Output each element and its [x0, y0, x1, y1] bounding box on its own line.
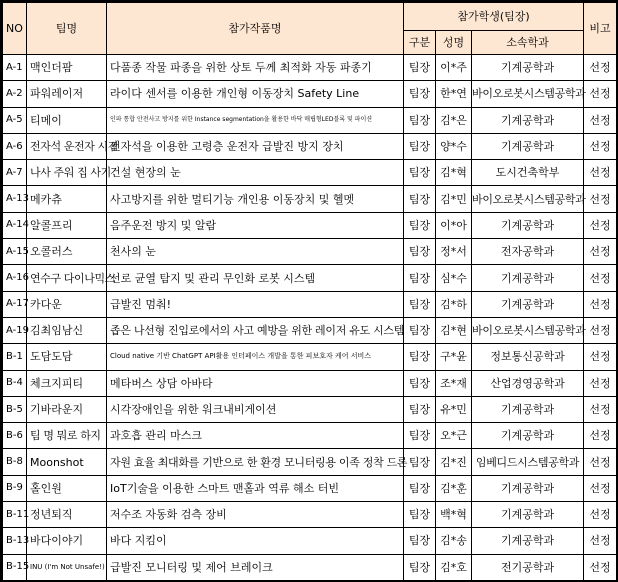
cell-no: A-1	[3, 55, 27, 81]
cell-role: 팀장	[404, 55, 436, 81]
cell-role: 팀장	[404, 396, 436, 422]
cell-name: 이*주	[436, 55, 472, 81]
table-header	[3, 3, 617, 55]
table-row	[3, 502, 617, 528]
cell-note: 선정	[584, 239, 617, 265]
cell-note: 선정	[584, 55, 617, 81]
cell-no: B-6	[3, 423, 27, 449]
cell-team: 도담도담	[27, 344, 107, 370]
cell-name: 심*수	[436, 265, 472, 291]
cell-note: 선정	[584, 265, 617, 291]
cell-no: B-15	[3, 554, 27, 580]
cell-team: 메카츄	[27, 186, 107, 212]
cell-team: 체크지피티	[27, 370, 107, 396]
cell-name: 조*재	[436, 370, 472, 396]
cell-team: INU (I'm Not Unsafe!)	[27, 554, 107, 580]
cell-note: 선정	[584, 423, 617, 449]
header-name: 성명	[436, 31, 472, 55]
table-row	[3, 81, 617, 107]
cell-no: B-1	[3, 344, 27, 370]
cell-note: 선정	[584, 344, 617, 370]
table-row	[3, 475, 617, 501]
table-row	[3, 554, 617, 580]
results-table	[2, 2, 617, 581]
cell-dept: 바이오로봇시스템공학과	[472, 186, 584, 212]
cell-note: 선정	[584, 554, 617, 580]
cell-role: 팀장	[404, 554, 436, 580]
cell-dept: 기계공학과	[472, 396, 584, 422]
table-body	[3, 55, 617, 581]
cell-note: 선정	[584, 186, 617, 212]
cell-name: 오*근	[436, 423, 472, 449]
cell-note: 선정	[584, 475, 617, 501]
table-row	[3, 423, 617, 449]
cell-role: 팀장	[404, 186, 436, 212]
cell-team: 오콜러스	[27, 239, 107, 265]
table-row	[3, 344, 617, 370]
cell-dept: 기계공학과	[472, 423, 584, 449]
cell-no: B-9	[3, 475, 27, 501]
cell-note: 선정	[584, 449, 617, 475]
table-row	[3, 107, 617, 133]
cell-work: 라이다 센서를 이용한 개인형 이동장치 Safety Line	[107, 81, 404, 107]
table-row	[3, 291, 617, 317]
cell-name: 김*혁	[436, 160, 472, 186]
table-row	[3, 160, 617, 186]
cell-team: 바다이야기	[27, 528, 107, 554]
cell-no: A-15	[3, 239, 27, 265]
cell-role: 팀장	[404, 212, 436, 238]
cell-work: 전자석을 이용한 고령층 운전자 급발진 방지 장치	[107, 133, 404, 159]
cell-work: 인파 통합 안전사고 방지를 위한 Instance segmentation을 활용한 바닥 매립형LED블록 및 파이션	[107, 107, 404, 133]
cell-no: A-7	[3, 160, 27, 186]
cell-work: 다품종 작물 파종을 위한 상토 두께 최적화 자동 파종기	[107, 55, 404, 81]
cell-dept: 기계공학과	[472, 291, 584, 317]
cell-work: Cloud native 기반 ChatGPT API활용 인터페이스 개발을 통한 피보호자 케어 서비스	[107, 344, 404, 370]
cell-team: 알콜프리	[27, 212, 107, 238]
cell-work: 좁은 나선형 진입로에서의 사고 예방을 위한 레이저 유도 시스템	[107, 317, 404, 343]
cell-no: A-13	[3, 186, 27, 212]
cell-no: A-14	[3, 212, 27, 238]
cell-dept: 기계공학과	[472, 212, 584, 238]
cell-note: 선정	[584, 291, 617, 317]
cell-note: 선정	[584, 370, 617, 396]
table-row	[3, 396, 617, 422]
cell-team: 정년퇴직	[27, 502, 107, 528]
table-row	[3, 55, 617, 81]
table-row	[3, 133, 617, 159]
cell-work: 저수조 자동화 검측 장비	[107, 502, 404, 528]
cell-team: 홀인원	[27, 475, 107, 501]
cell-work: 천사의 눈	[107, 239, 404, 265]
cell-role: 팀장	[404, 449, 436, 475]
cell-note: 선정	[584, 317, 617, 343]
cell-role: 팀장	[404, 160, 436, 186]
cell-no: A-5	[3, 107, 27, 133]
cell-no: B-8	[3, 449, 27, 475]
cell-dept: 기계공학과	[472, 55, 584, 81]
cell-note: 선정	[584, 212, 617, 238]
cell-role: 팀장	[404, 528, 436, 554]
cell-name: 김*훈	[436, 475, 472, 501]
cell-dept: 기계공학과	[472, 502, 584, 528]
cell-name: 정*서	[436, 239, 472, 265]
cell-name: 한*연	[436, 81, 472, 107]
table-row	[3, 449, 617, 475]
cell-team: Moonshot	[27, 449, 107, 475]
cell-team: 팀 명 뭐로 하지	[27, 423, 107, 449]
cell-dept: 기계공학과	[472, 475, 584, 501]
cell-role: 팀장	[404, 81, 436, 107]
cell-work: 음주운전 방지 및 알람	[107, 212, 404, 238]
cell-team: 김최임남신	[27, 317, 107, 343]
cell-work: 건설 현장의 눈	[107, 160, 404, 186]
cell-dept: 바이오로봇시스템공학과	[472, 81, 584, 107]
cell-no: A-19	[3, 317, 27, 343]
cell-dept: 기계공학과	[472, 528, 584, 554]
cell-name: 김*호	[436, 554, 472, 580]
cell-name: 김*송	[436, 528, 472, 554]
cell-work: 바다 지킴이	[107, 528, 404, 554]
cell-dept: 바이오로봇시스템공학과	[472, 317, 584, 343]
cell-name: 백*혁	[436, 502, 472, 528]
cell-dept: 전기공학과	[472, 554, 584, 580]
cell-no: B-13	[3, 528, 27, 554]
cell-dept: 임베디드시스템공학과	[472, 449, 584, 475]
cell-note: 선정	[584, 160, 617, 186]
cell-dept: 기계공학과	[472, 265, 584, 291]
header-work: 참가작품명	[107, 3, 404, 55]
cell-team: 파워레이저	[27, 81, 107, 107]
cell-note: 선정	[584, 107, 617, 133]
cell-dept: 기계공학과	[472, 133, 584, 159]
cell-work: 자원 효율 최대화를 기반으로 한 환경 모니터링용 이족 정착 드론	[107, 449, 404, 475]
cell-work: 과호흡 관리 마스크	[107, 423, 404, 449]
cell-no: B-4	[3, 370, 27, 396]
cell-team: 티메이	[27, 107, 107, 133]
cell-work: 사고방지를 위한 멀티기능 개인용 이동장치 및 헬멧	[107, 186, 404, 212]
cell-work: 급발진 모니터링 및 제어 브레이크	[107, 554, 404, 580]
cell-role: 팀장	[404, 317, 436, 343]
cell-no: B-5	[3, 396, 27, 422]
cell-name: 김*민	[436, 186, 472, 212]
cell-name: 구*윤	[436, 344, 472, 370]
cell-role: 팀장	[404, 502, 436, 528]
table-row	[3, 239, 617, 265]
cell-no: B-11	[3, 502, 27, 528]
cell-team: 맥인더팜	[27, 55, 107, 81]
header-dept: 소속학과	[472, 31, 584, 55]
cell-note: 선정	[584, 133, 617, 159]
cell-no: A-17	[3, 291, 27, 317]
cell-team: 기바라운지	[27, 396, 107, 422]
table-row	[3, 317, 617, 343]
cell-work: 선로 균열 탐지 및 관리 무인화 로봇 시스템	[107, 265, 404, 291]
cell-note: 선정	[584, 81, 617, 107]
cell-team: 전자석 운전자 시점	[27, 133, 107, 159]
cell-work: IoT기술을 이용한 스마트 맨홀과 역류 해소 터빈	[107, 475, 404, 501]
cell-role: 팀장	[404, 133, 436, 159]
cell-name: 김*하	[436, 291, 472, 317]
cell-dept: 기계공학과	[472, 107, 584, 133]
cell-role: 팀장	[404, 239, 436, 265]
cell-name: 양*수	[436, 133, 472, 159]
cell-dept: 산업경영공학과	[472, 370, 584, 396]
table-row	[3, 212, 617, 238]
cell-work: 시각장애인을 위한 워크내비게이션	[107, 396, 404, 422]
cell-dept: 도시건축학부	[472, 160, 584, 186]
header-participant: 참가학생(팀장)	[404, 3, 584, 31]
cell-role: 팀장	[404, 265, 436, 291]
cell-note: 선정	[584, 502, 617, 528]
cell-team: 카다운	[27, 291, 107, 317]
cell-work: 급발진 멈춰!	[107, 291, 404, 317]
cell-no: A-2	[3, 81, 27, 107]
cell-role: 팀장	[404, 475, 436, 501]
cell-dept: 전자공학과	[472, 239, 584, 265]
cell-role: 팀장	[404, 291, 436, 317]
table-row	[3, 370, 617, 396]
cell-no: A-16	[3, 265, 27, 291]
cell-role: 팀장	[404, 370, 436, 396]
cell-role: 팀장	[404, 107, 436, 133]
header-role: 구분	[404, 31, 436, 55]
cell-role: 팀장	[404, 344, 436, 370]
cell-team: 연수구 다이나믹스	[27, 265, 107, 291]
cell-note: 선정	[584, 396, 617, 422]
header-no: NO	[3, 3, 27, 55]
cell-role: 팀장	[404, 423, 436, 449]
cell-name: 김*은	[436, 107, 472, 133]
header-note: 비고	[584, 3, 617, 55]
cell-name: 김*진	[436, 449, 472, 475]
cell-name: 김*현	[436, 317, 472, 343]
table-row	[3, 265, 617, 291]
cell-name: 유*민	[436, 396, 472, 422]
cell-work: 메타버스 상담 아바타	[107, 370, 404, 396]
header-team: 팀명	[27, 3, 107, 55]
cell-name: 이*아	[436, 212, 472, 238]
cell-note: 선정	[584, 528, 617, 554]
cell-team: 나사 주워 집 사기	[27, 160, 107, 186]
cell-dept: 정보통신공학과	[472, 344, 584, 370]
cell-no: A-6	[3, 133, 27, 159]
table-row	[3, 528, 617, 554]
table-row	[3, 186, 617, 212]
